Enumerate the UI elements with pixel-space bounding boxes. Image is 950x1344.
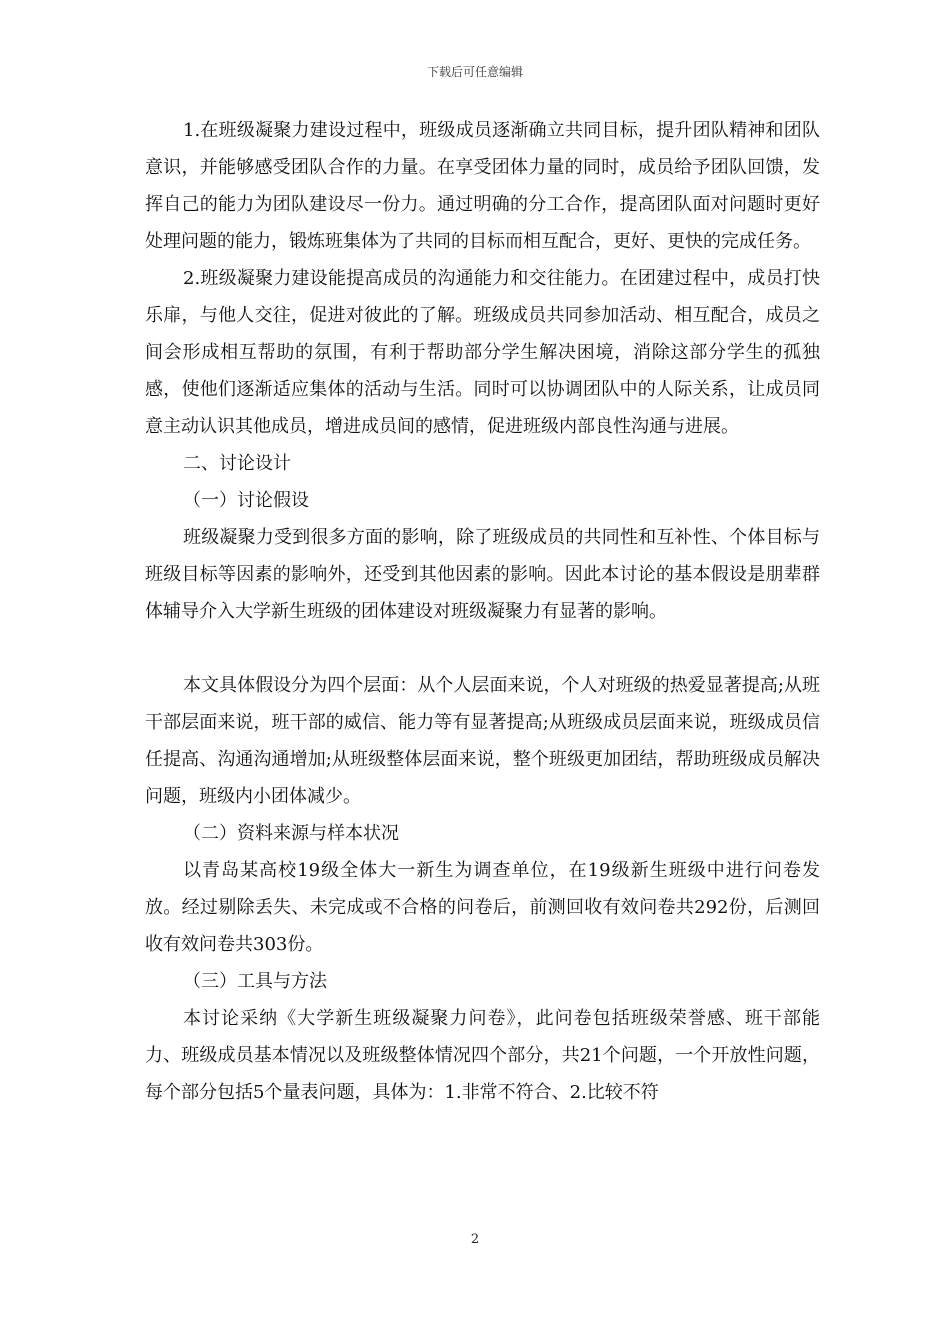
page-header: 下载后可任意编辑 [426, 65, 523, 79]
paragraph-communication: 2.班级凝聚力建设能提高成员的沟通能力和交往能力。在团建过程中，成员打快乐扉，与他人交往，促进对彼此的了解。班级成员共同参加活动、相互配合，成员之间会形成相互帮助的氛围，有利于帮助部分学生解决困境，消除这部分学生的孤独感，使他们逐渐适应集体的活动与生活。同时可以协调团队中的人际关系，让成员同意主动认识其他成员，增进成员间的感情，促进班级内部良性沟通与进展。 [145, 268, 820, 437]
paragraph-hypothesis: 班级凝聚力受到很多方面的影响，除了班级成员的共同性和互补性、个体目标与班级目标等因素的影响外，还受到其他因素的影响。因此本讨论的基本假设是朋辈群体辅导介入大学新生班级的团体建设对班级凝聚力有显著的影响。 [145, 527, 820, 622]
page-number: 2 [470, 1232, 480, 1247]
subsection-heading-data-source: （二）资料来源与样本状况 [183, 823, 399, 844]
subsection-heading-tools-methods: （三）工具与方法 [183, 971, 327, 992]
paragraph-cohesion-goals: 1.在班级凝聚力建设过程中，班级成员逐渐确立共同目标，提升团队精神和团队意识，并能够感受团队合作的力量。在享受团体力量的同时，成员给予团队回馈，发挥自己的能力为团队建设尽一份力。通过明确的分工合作，提高团队面对问题时更好处理问题的能力，锻炼班集体为了共同的目标而相互配合，更好、更快的完成任务。 [145, 120, 820, 252]
document-body [145, 112, 820, 1111]
paragraph-hypothesis-levels: 本文具体假设分为四个层面：从个人层面来说，个人对班级的热爱显著提高;从班干部层面来说，班干部的威信、能力等有显著提高;从班级成员层面来说，班级成员信任提高、沟通沟通增加;从班级整体层面来说，整个班级更加团结，帮助班级成员解决问题，班级内小团体减少。 [145, 675, 820, 807]
section-heading-research-design: 二、讨论设计 [183, 453, 291, 474]
paragraph-questionnaire: 本讨论采纳《大学新生班级凝聚力问卷》，此问卷包括班级荣誉感、班干部能力、班级成员基本情况以及班级整体情况四个部分，共21个问题，一个开放性问题，每个部分包括5个量表问题，具体为：1.非常不符合、2.比较不符 [145, 1008, 820, 1103]
paragraph-spacer [145, 630, 820, 667]
subsection-heading-hypothesis: （一）讨论假设 [183, 490, 309, 511]
paragraph-data-source: 以青岛某高校19级全体大一新生为调查单位，在19级新生班级中进行问卷发放。经过剔除丢失、未完成或不合格的问卷后，前测回收有效问卷共292份，后测回收有效问卷共303份。 [145, 860, 820, 955]
